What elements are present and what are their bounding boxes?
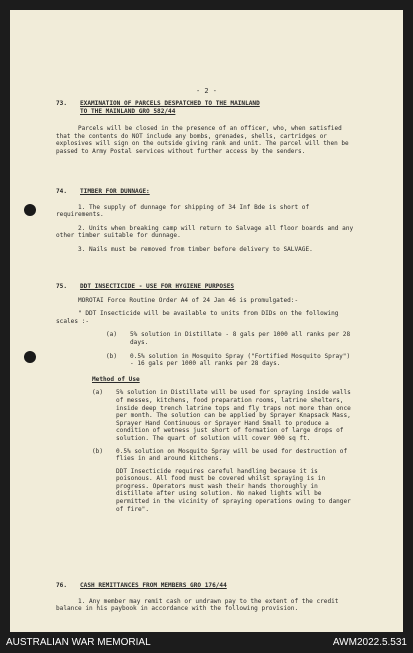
section-title: CASH REMITTANCES FROM MEMBERS GRO 176/44 <box>80 582 227 589</box>
section-paragraph: Parcels will be closed in the presence of an officer, who, when satisfied that the contents do NOT include any bombs, grenades, shells, cartridges or explosives will sign on the outside giving rank and unit. The parcel will then be passed to Army Postal services without further access by the senders. <box>56 125 349 155</box>
section-74 <box>56 188 356 254</box>
method-item: (a) 5% solution in Distillate will be used for spraying inside walls of messes, kitchens, food preparation rooms, latrine shelters, inside deep trench latrine tops and fly traps not more than once per month. The solution can be applied by Sprayer Knapsack Mass, Sprayer Hand Continuous or Sprayer Hand Small to produce a condition of wetness just short of formation of large drops of solution. The quart of solution will cover 900 sq ft. <box>92 389 351 442</box>
method-heading: Method of Use <box>92 375 140 383</box>
section-number: 73. <box>56 100 68 107</box>
scale-item: (a) 5% solution in Distillate - 8 gals per 1000 all ranks per 28 days. <box>106 331 351 346</box>
warning-paragraph: DDT Insecticide requires careful handling because it is poisonous. All food must be covered whilst spraying is in progress. Operators must wash their hands thoroughly in distillate after using solution. No naked lights will be permitted in the vicinity of spraying operations owing to danger of fire". <box>116 467 351 513</box>
section-73 <box>56 100 356 156</box>
section-76 <box>56 582 356 613</box>
section-quote: " DDT Insecticide will be available to units from DIDs on the following scales :- <box>56 310 339 325</box>
footer-source: AUSTRALIAN WAR MEMORIAL <box>6 637 151 648</box>
section-paragraph: 1. The supply of dunnage for shipping of 34 Inf Bde is short of requirements. <box>56 203 310 219</box>
section-75 <box>56 283 356 513</box>
section-title: TIMBER FOR DUNNAGE: <box>80 188 150 195</box>
footer-accession: AWM2022.5.531 <box>332 637 407 648</box>
section-title: DDT INSECTICIDE - USE FOR HYGIENE PURPOSES <box>80 283 235 290</box>
section-number: 76. <box>56 582 68 589</box>
punch-hole <box>24 204 36 216</box>
punch-hole <box>24 351 36 363</box>
section-title: EXAMINATION OF PARCELS DESPATCHED TO THE MAINLAND <box>80 100 260 107</box>
section-paragraph: 3. Nails must be removed from timber before delivery to SALVAGE. <box>78 245 313 253</box>
section-number: 74. <box>56 188 68 195</box>
section-intro: MOROTAI Force Routine Order A4 of 24 Jan 46 is promulgated:- <box>78 296 299 304</box>
section-title-2: TO THE MAINLAND GRO 582/44 <box>80 107 176 115</box>
section-paragraph: 1. Any member may remit cash or undrawn pay to the extent of the credit balance in his paybook in accordance with the following provision. <box>56 597 339 613</box>
footer-bar <box>0 632 413 653</box>
method-item: (b) 0.5% solution on Mosquito Spray will be used for destruction of flies in and around kitchens. <box>92 447 348 463</box>
scale-item: (b) 0.5% solution in Mosquito Spray ("Fortified Mosquito Spray") - 16 gals per 1000 all ranks per 28 days. <box>106 352 351 368</box>
section-paragraph: 2. Units when breaking camp will return to Salvage all floor boards and any other timber suitable for dunnage. <box>56 224 354 240</box>
page-number: - 2 - <box>195 87 218 95</box>
section-number: 75. <box>56 283 68 290</box>
